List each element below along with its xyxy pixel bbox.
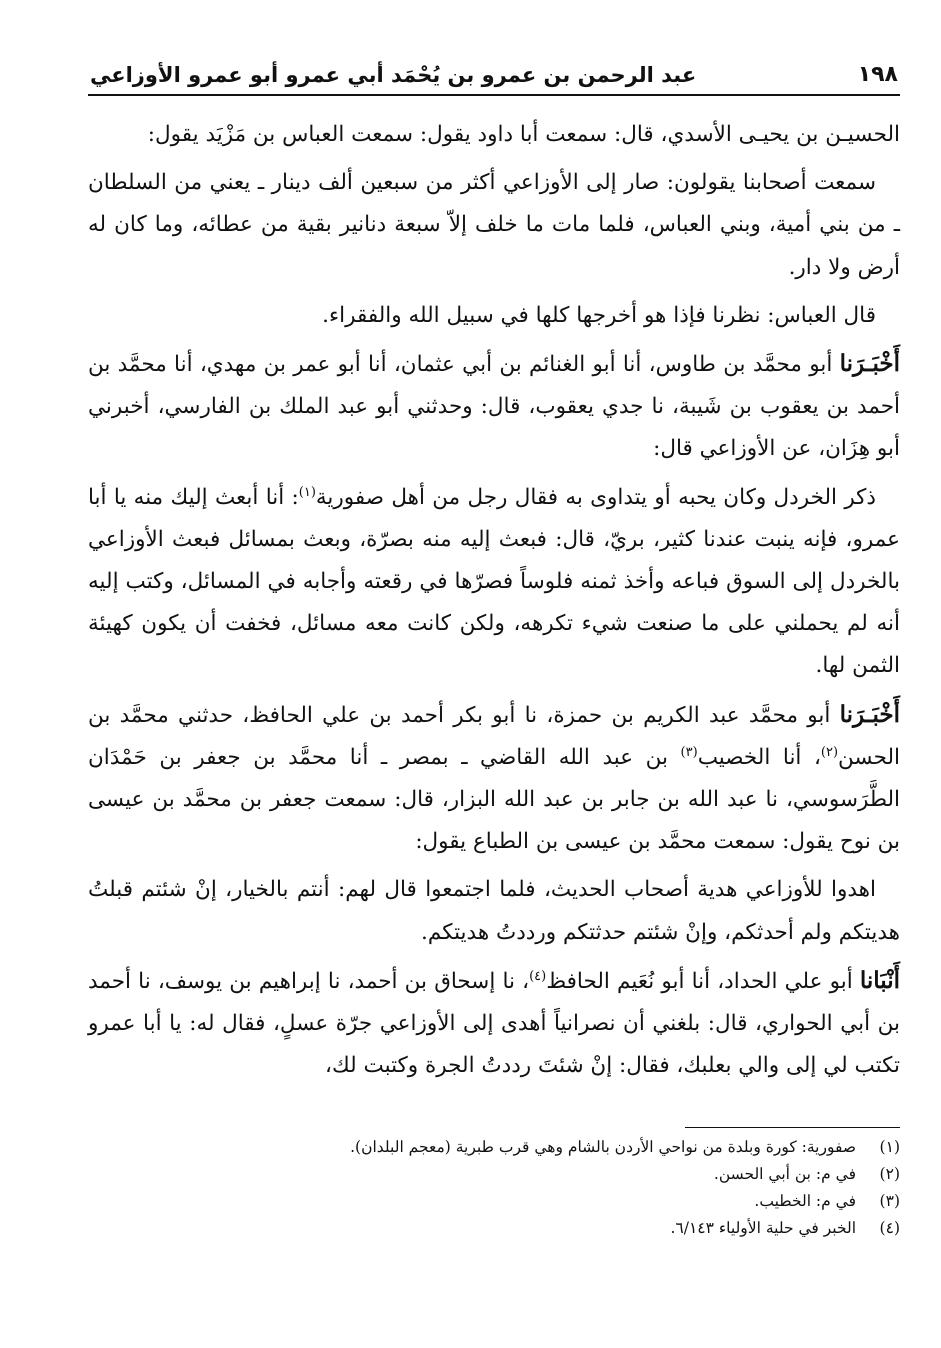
footnotes bbox=[88, 1134, 900, 1242]
paragraph-1: الحسيـن بن يحيـى الأسدي، قال: سمعت أبا داود يقول: سمعت العباس بن مَزْيَد يقول: bbox=[147, 122, 900, 147]
paragraph-5: ذكر الخردل وكان يحبه أو يتداوى به فقال رجل من أهل صفورية$^{(١)}$: أنا أبعث إليك منه يا أبا عمرو، فإنه ينبت عندنا كثير، بريّ، قال: فبعث إليه منه بصرّة، وبعث بمسائل فبعث الأوزاعي بالخردل إلى السوق فباعه وأخذ ثمنه فلوساً فصرّها في رقعته وأجابه في المسائل، وكتب إليه أنه لم يحملني على ما صنعت شيء تكرهه، ولكن كانت معه مسائل، فخفت أن يكون كهيئة الثمن لها. bbox=[88, 484, 900, 679]
isnad-keyword: أَنْبَانا bbox=[859, 966, 900, 994]
running-title: عبد الرحمن بن عمرو بن يُحْمَد أبي عمرو أبو عمرو الأوزاعي bbox=[90, 63, 697, 87]
footnote-text: في م: الخطيب. bbox=[754, 1192, 856, 1211]
book-page bbox=[88, 58, 900, 1242]
paragraph-7: اهدوا للأوزاعي هدية أصحاب الحديث، فلما اجتمعوا قال لهم: أنتم بالخيار، إنْ شئتم قبلتُ هديتكم ولم أحدثكم، وإنْ شئتم حدثتكم ورددتُ هديتكم. bbox=[88, 877, 900, 945]
footnote-4 bbox=[88, 1215, 900, 1242]
paragraph-2: سمعت أصحابنا يقولون: صار إلى الأوزاعي أكثر من سبعين ألف دينار ـ يعني من السلطان ـ من بني أمية، وبني العباس، فلما مات ما خلف إلاّ سبعة دنانير بقية من عطائه، وما كان له أرض ولا دار. bbox=[88, 170, 900, 280]
paragraph-4: أَخْبَـرَنا أبو محمَّد بن طاوس، أنا أبو الغنائم بن أبي عثمان، أنا أبو عمر بن مهدي، أنا محمَّد بن أحمد بن يعقوب بن شَيبة، نا جدي يعقوب، قال: وحدثني أبو عبد الملك بن الفارسي، أخبرني أبو هِزَان، عن الأوزاعي قال: bbox=[88, 350, 900, 462]
paragraph-6: أَخْبَـرَنا أبو محمَّد عبد الكريم بن حمزة، نا أبو بكر أحمد بن علي الحافظ، حدثني محمَّد بن الحسن$^{(٢)}$، أنا الخصيب$^{(٣)}$ بن عبد الله القاضي ـ بمصر ـ أنا محمَّد بن جعفر بن حَمْدَان الطَّرَسوسي، نا عبد الله بن جابر بن عبد الله البزار، قال: سمعت جعفر بن محمَّد بن عيسى بن نوح يقول: سمعت محمَّد بن عيسى بن الطباع يقول: bbox=[88, 700, 900, 855]
footnote-text: في م: بن أبي الحسن. bbox=[713, 1165, 856, 1184]
isnad-keyword: أَخْبَـرَنا bbox=[839, 700, 900, 728]
footnote-ref-1: (١) bbox=[298, 484, 316, 500]
footnote-ref-4: (٤) bbox=[529, 968, 547, 984]
footnote-number: (٤) bbox=[879, 1219, 900, 1238]
isnad-keyword: أَخْبَـرَنا bbox=[839, 350, 900, 378]
footnote-number: (٣) bbox=[879, 1192, 900, 1211]
page-header bbox=[88, 58, 900, 96]
footnote-number: (١) bbox=[879, 1138, 900, 1157]
body-text bbox=[88, 114, 900, 1087]
page-number: ١٩٨ bbox=[857, 62, 898, 87]
footnote-1 bbox=[88, 1134, 900, 1161]
footnote-ref-3: (٣) bbox=[680, 744, 698, 760]
footnote-text: صفورية: كورة وبلدة من نواحي الأردن بالشام وهي قرب طبرية (معجم البلدان). bbox=[350, 1138, 856, 1157]
paragraph-3: قال العباس: نظرنا فإذا هو أخرجها كلها في سبيل الله والفقراء. bbox=[322, 302, 876, 328]
footnote-text: الخبر في حلية الأولياء ٦/١٤٣. bbox=[670, 1219, 856, 1238]
footnote-3 bbox=[88, 1188, 900, 1215]
footnote-ref-2: (٢) bbox=[820, 744, 839, 760]
footnote-number: (٢) bbox=[879, 1165, 900, 1184]
footnote-2 bbox=[88, 1161, 900, 1188]
footnote-divider bbox=[685, 1127, 900, 1128]
paragraph-8: أَنْبَانا أبو علي الحداد، أنا أبو نُعَيم الحافظ$^{(٤)}$، نا إسحاق بن أحمد، نا إبراهيم بن يوسف، نا أحمد بن أبي الحواري، قال: بلغني أن نصرانياً أهدى إلى الأوزاعي جرّة عسلٍ، فقال له: يا أبا عمرو تكتب لي إلى والي بعلبك، فقال: إنْ شئتَ رددتُ الجرة وكتبت لك، bbox=[88, 966, 900, 1079]
